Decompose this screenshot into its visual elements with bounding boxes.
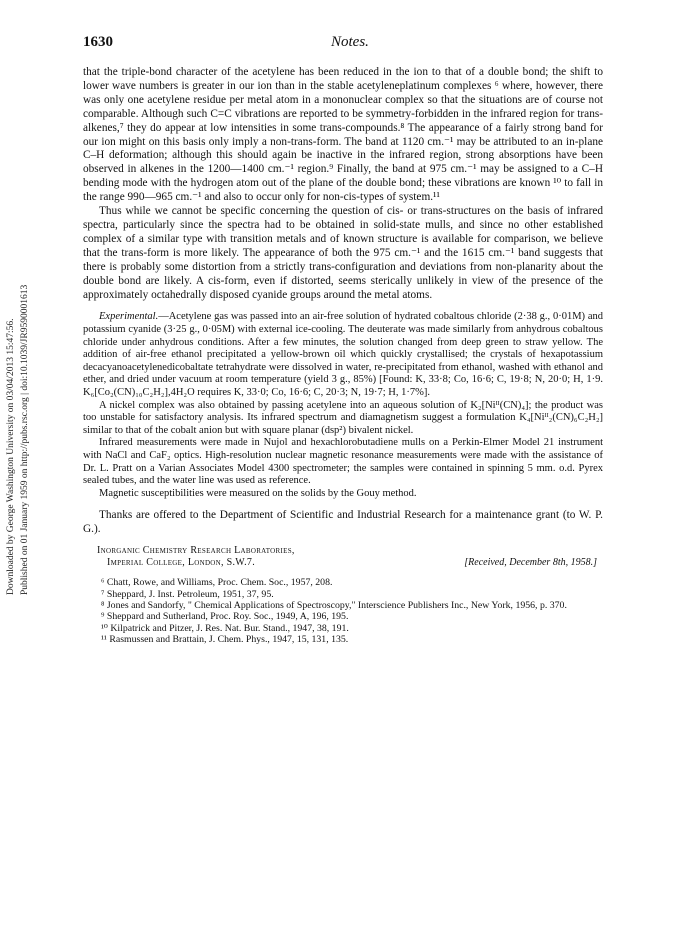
address-line: Imperial College, London, S.W.7. — [107, 557, 256, 569]
reference-item: ¹¹ Rasmussen and Brattain, J. Chem. Phys., 1947, 15, 131, 135. — [101, 634, 349, 646]
body-paragraph: A nickel complex was also obtained by passing acetylene into an aqueous solution of K₂[Niᴵᴵ(CN)₄]; the product was too unstable for satisfactory analysis. Its infrared spectrum and diamagnetism suggest a formulation K₄[Niᴵᴵ₂(CN)₆C₂H₂] similar to that of the cobalt anion but with square planar (dsp²) bivalent nickel. — [83, 399, 603, 436]
body-paragraph: Infrared measurements were made in Nujol and hexachlorobutadiene mulls on a Perkin-Elmer Model 21 instrument with NaCl and CaF₂ optics. High-resolution nuclear magnetic resonance measurements were made with the assistance of Dr. L. Pratt on a Varian Associates Model 4300 spectrometer; the samples were contained in spinning 5 mm. o.d. Pyrex sealed tubes, and the water line was used as reference. — [83, 437, 603, 487]
reference-item: ⁶ Chatt, Rowe, and Williams, Proc. Chem. Soc., 1957, 208. — [101, 577, 333, 589]
received-date: [Received, December 8th, 1958.] — [464, 557, 597, 569]
reference-list — [83, 577, 603, 645]
section-label: Experimental. — [99, 311, 159, 323]
body-paragraph: Thus while we cannot be specific concerning the question of cis- or trans-structures on the basis of infrared spectra, particularly since the spectra had to be obtained in solid-state mulls, and since no other established complex of a similar type with transition metals and of known structure is available for comparison, we believe that the trans-form is more likely. The appearance of both the 975 cm.⁻¹ and the 1615 cm.⁻¹ band suggests that there is probably some distortion from a strictly trans-configuration and deviations from non-planarity about the double bond are likely. A cis-form, even if distorted, seems sterically unlikely in view of the presence of the approximately octahedrally disposed cyanide groups around the metal atoms. — [83, 205, 603, 301]
article-body — [83, 66, 603, 646]
body-paragraph: Magnetic susceptibilities were measured on the solids by the Gouy method. — [99, 487, 417, 499]
experimental-text: —Acetylene gas was passed into an air-free solution of hydrated cobaltous chloride (2·38 g., 0·01M) and potassium cyanide (3·25 g., 0·05M) with external ice-cooling. The deuterate was made similarly from anhydrous cobaltous chloride under anhydrous conditions. After a few minutes, the solution changed from deep green to straw yellow. The addition of air-free ethanol precipitated a yellow-brown oil which quickly crystallised; the crystals of hexapotassium decacyanoacetylenedicobaltate tetrahydrate were dissolved in water, re-precipitated from ethanol, washed with ethanol and ether, and dried under vacuum at room temperature (yield 3 g., 85%) [Found: K, 33·8; Co, 16·6; C, 19·8; N, 20·0; H, 1·9. K₆[Co₂(CN)₁₀C₂H₂],4H₂O requires K, 33·0; Co, 16·6; C, 20·3; N, 19·7; H, 1·7%]. — [83, 311, 603, 398]
address-line: Inorganic Chemistry Research Laboratories, — [97, 545, 295, 557]
page-number: 1630 — [83, 34, 113, 50]
reference-item: ⁷ Sheppard, J. Inst. Petroleum, 1951, 37, 95. — [101, 588, 274, 600]
download-stamp-line: Downloaded by George Washington University on 03/04/2013 15:47:56. — [6, 318, 16, 595]
page-header — [83, 34, 603, 56]
download-stamp — [4, 175, 34, 595]
reference-item: ⁸ Jones and Sandorfy, " Chemical Applications of Spectroscopy," Interscience Publishers Inc., New York, 1956, p. 370. — [101, 599, 567, 611]
body-paragraph: that the triple-bond character of the acetylene has been reduced in the ion to that of a double bond; the shift to lower wave numbers is greater in our ion than in the stable acetyleneplatinum complexes ⁶ where, however, there was only one acetylene residue per metal atom in a mononuclear complex so that the situations are of course not comparable. Although such C=C vibrations are reported to be symmetry-forbidden in the infrared region for trans-alkenes,⁷ they do appear at low intensities in some trans-compounds.⁸ The appearance of a fairly strong band for our ion might on this basis only imply a non-trans-form. The band at 1120 cm.⁻¹ may be attributed to an in-plane C–H deformation; although this should again be inactive in the infrared region, strong absorptions have been observed in alkenes in the 1200—1400 cm.⁻¹ region.⁹ Finally, the band at 975 cm.⁻¹ may be assigned to a C–H bending mode with the hydrogen atom out of the plane of the double bond; these vibrations are known ¹⁰ to fall in the range 990—965 cm.⁻¹ and also to occur only for non-cis-types of system.¹¹ — [83, 66, 603, 204]
reference-item: ¹⁰ Kilpatrick and Pitzer, J. Res. Nat. Bur. Stand., 1947, 38, 191. — [101, 622, 349, 634]
publication-stamp-line: Published on 01 January 1959 on http://pubs.rsc.org | doi:10.1039/JR9590001613 — [20, 284, 30, 595]
reference-item: ⁹ Sheppard and Sutherland, Proc. Roy. Soc., 1949, A, 196, 195. — [101, 611, 349, 623]
acknowledgement-paragraph: Thanks are offered to the Department of Scientific and Industrial Research for a maintenance grant (to W. P. G.). — [83, 509, 603, 536]
experimental-paragraph — [83, 311, 603, 399]
author-address — [83, 545, 603, 571]
running-title: Notes. — [331, 34, 369, 50]
